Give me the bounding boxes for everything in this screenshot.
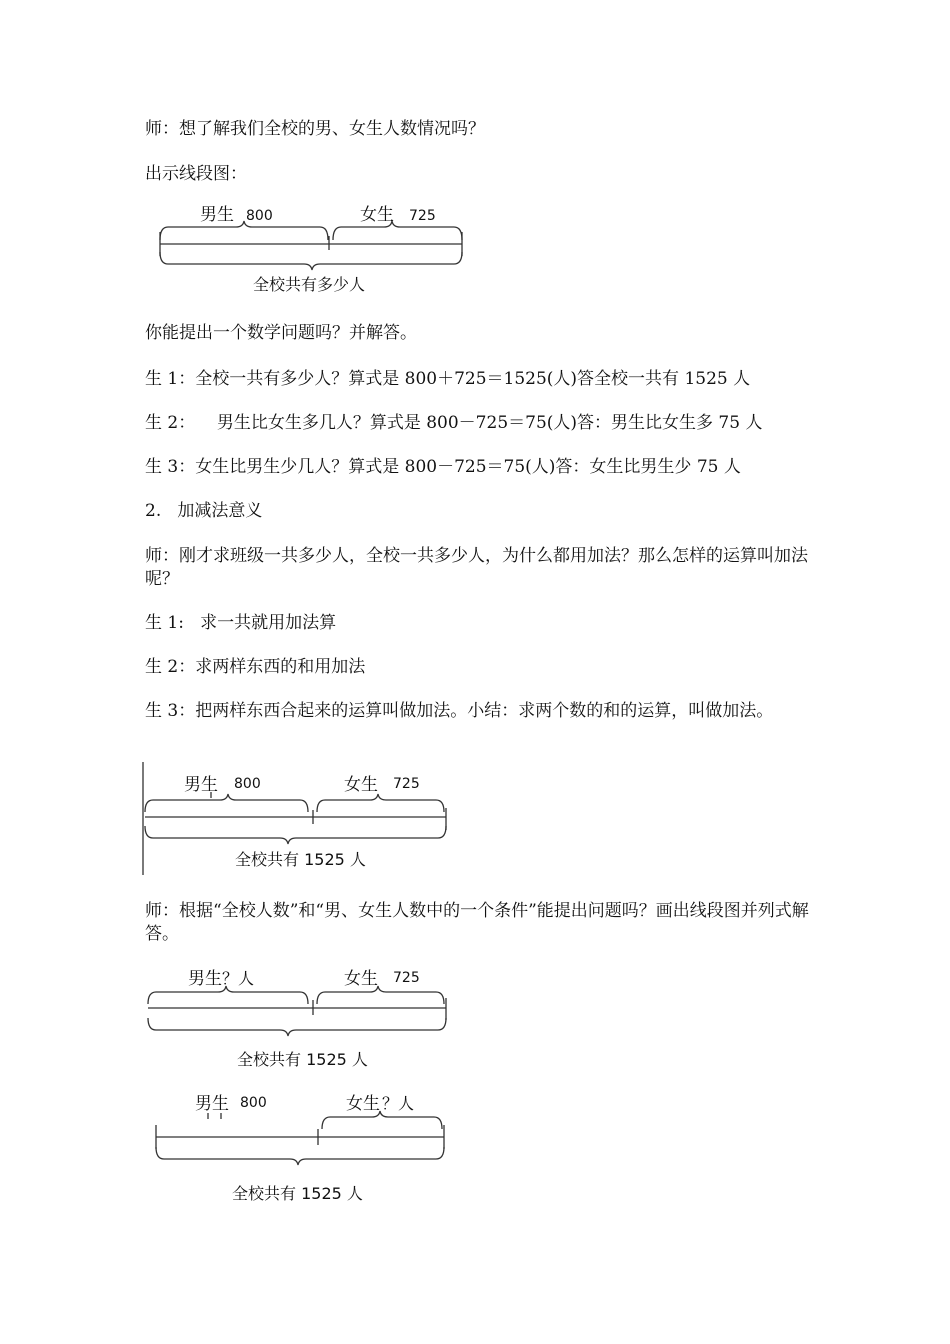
left-value-label: 800	[246, 208, 273, 224]
segment-diagram-2	[140, 760, 460, 880]
total-bottom-brace	[148, 1018, 446, 1036]
total-bottom-brace	[156, 1147, 444, 1165]
paragraph: 师：根据“全校人数”和“男、女生人数中的一个条件”能提出问题吗？画出线段图并列式解答。	[145, 901, 809, 944]
paragraph: 出示线段图：	[145, 164, 247, 184]
total-bottom-brace	[145, 826, 446, 844]
paragraph: 生 1: 求一共就用加法算	[145, 613, 337, 633]
right-name-label: 女生	[344, 969, 378, 989]
right-top-brace	[317, 794, 444, 812]
right-top-brace	[333, 221, 462, 240]
left-value-label: 800	[240, 1095, 267, 1111]
right-value-label: 725	[393, 970, 420, 986]
right-top-brace	[322, 1111, 442, 1129]
right-top-brace	[317, 986, 444, 1004]
left-top-brace	[148, 986, 308, 1004]
total-label: 全校共有 1525 人	[235, 850, 366, 869]
total-label: 全校共有 1525 人	[232, 1184, 363, 1203]
segment-diagram-3	[140, 960, 460, 1075]
paragraph: 生 1：全校一共有多少人？算式是 800＋725＝1525(人)答全校一共有 1525 人	[145, 369, 751, 389]
left-name-label: 男生	[184, 775, 218, 795]
paragraph: 生 2：求两样东西的和用加法	[145, 657, 366, 677]
left-name-label: 男生	[195, 1094, 229, 1114]
right-value-label: 725	[409, 208, 436, 224]
segment-diagram-4	[150, 1085, 460, 1215]
paragraph: 你能提出一个数学问题吗？并解答。	[145, 323, 417, 343]
total-label: 全校共有多少人	[253, 275, 366, 294]
segment-diagram-1	[158, 200, 468, 300]
total-label: 全校共有 1525 人	[237, 1050, 368, 1069]
left-top-brace	[145, 794, 308, 812]
right-value-label: ？人	[382, 1094, 415, 1113]
right-value-label: 725	[393, 776, 420, 792]
right-name-label: 女生	[344, 775, 378, 795]
paragraph: 2. 加减法意义	[145, 501, 263, 521]
paragraph: 师：想了解我们全校的男、女生人数情况吗？	[145, 119, 485, 139]
left-top-brace	[160, 221, 328, 240]
right-name-label: 女生	[360, 205, 394, 225]
paragraph: 生 2： 男生比女生多几人？算式是 800－725＝75(人)答：男生比女生多 75 人	[145, 413, 763, 433]
right-name-label: 女生	[346, 1094, 380, 1114]
paragraph: 生 3：女生比男生少几人？算式是 800－725＝75(人)答：女生比男生少 75 人	[145, 457, 741, 477]
left-value-label: 800	[234, 776, 261, 792]
left-value-label: ？人	[222, 969, 255, 988]
total-bottom-brace	[160, 252, 462, 270]
left-name-label: 男生	[200, 205, 234, 225]
left-name-label: 男生	[188, 969, 222, 989]
paragraph: 生 3：把两样东西合起来的运算叫做加法。小结：求两个数的和的运算，叫做加法。	[145, 701, 774, 721]
paragraph: 师：刚才求班级一共多少人，全校一共多少人，为什么都用加法？那么怎样的运算叫加法呢？	[145, 546, 808, 589]
